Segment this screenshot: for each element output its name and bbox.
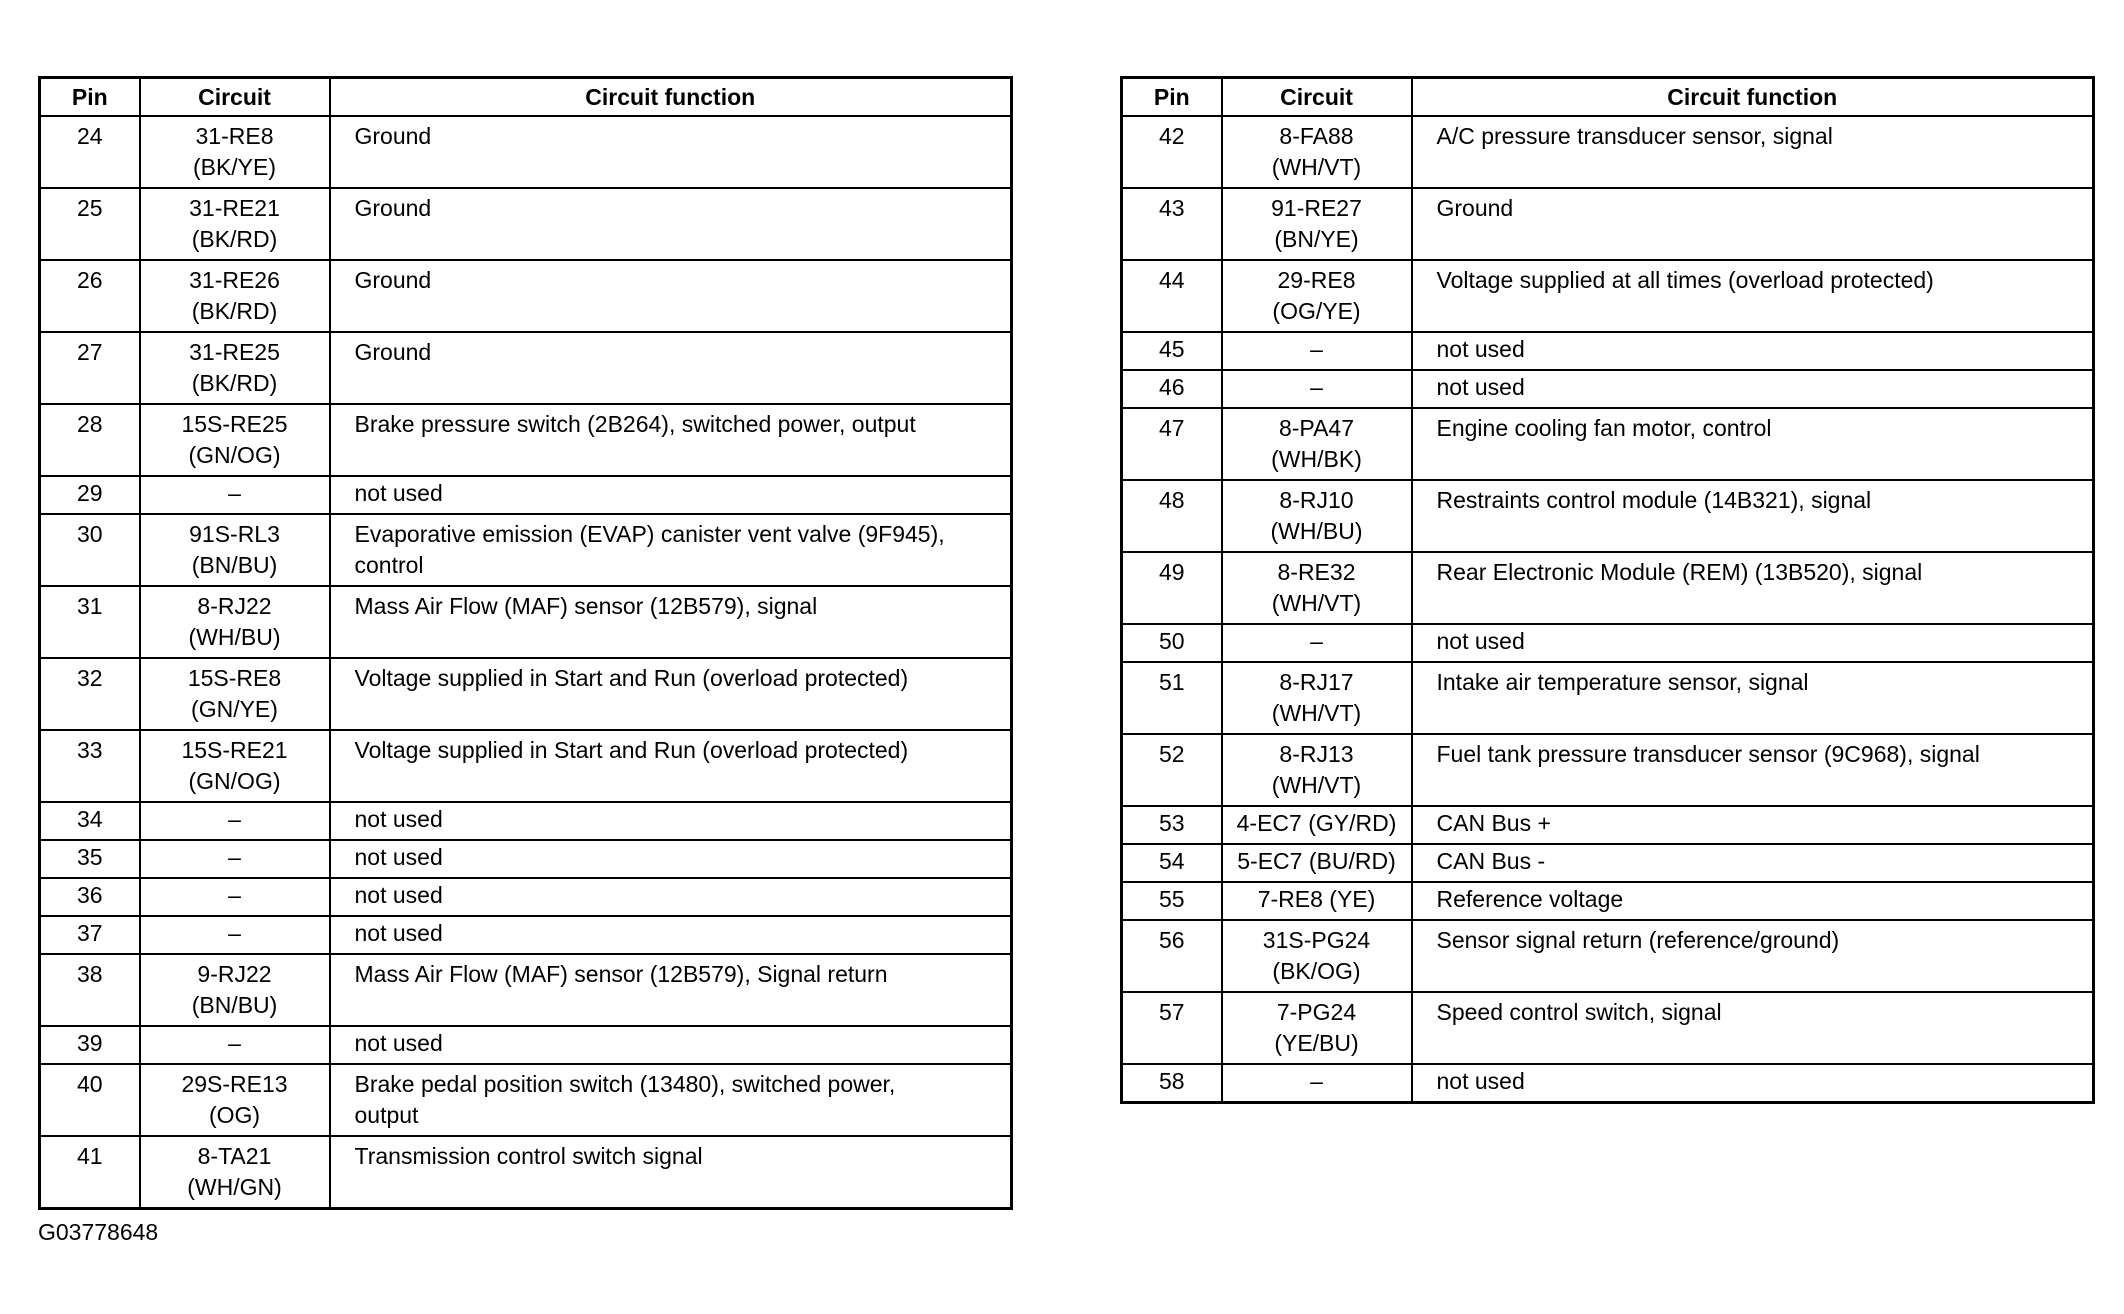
- circuit-cell: [140, 1026, 330, 1064]
- circuit-function-cell: [330, 1026, 1012, 1064]
- circuit-cell: [1222, 920, 1412, 992]
- table-row: [1122, 624, 2094, 662]
- circuit-cell: [140, 332, 330, 404]
- circuit-id: –: [228, 920, 241, 946]
- wire-color: (WH/GN): [187, 1174, 282, 1200]
- wire-color: (YE/BU): [1274, 1030, 1359, 1056]
- circuit-id: –: [1310, 374, 1323, 400]
- wire-color: (GN/OG): [188, 442, 281, 468]
- pin-number: 56: [1122, 920, 1222, 992]
- circuit-cell: [140, 586, 330, 658]
- circuit-function-text: not used: [354, 806, 443, 832]
- wire-color: (WH/VT): [1271, 772, 1362, 798]
- pin-number: 30: [40, 514, 140, 586]
- pin-number: 40: [40, 1064, 140, 1136]
- wire-color: (BN/BU): [191, 552, 278, 578]
- table-row: [1122, 116, 2094, 188]
- wire-color: (BK/YE): [192, 154, 277, 180]
- circuit-function-text: Ground: [354, 339, 432, 365]
- circuit-function-cell: [1412, 624, 2094, 662]
- circuit-cell: [140, 954, 330, 1026]
- circuit-cell: [1222, 844, 1412, 882]
- pin-number: 53: [1122, 806, 1222, 844]
- wire-color: (BK/OG): [1272, 958, 1361, 984]
- circuit-id: 29-RE8: [1277, 267, 1356, 293]
- wire-color: (WH/VT): [1271, 154, 1362, 180]
- circuit-function-text: CAN Bus +: [1436, 810, 1551, 836]
- wire-color: (BK/RD): [191, 370, 278, 396]
- circuit-cell: [1222, 370, 1412, 408]
- table-row: [1122, 920, 2094, 992]
- circuit-function-cell: [330, 404, 1012, 476]
- circuit-function-text: Ground: [354, 123, 432, 149]
- table-row: [40, 586, 1012, 658]
- pin-number: 47: [1122, 408, 1222, 480]
- circuit-function-text: Voltage supplied in Start and Run (overload protected): [354, 665, 909, 691]
- circuit-cell: [1222, 188, 1412, 260]
- circuit-cell: [140, 404, 330, 476]
- circuit-function-cell: [1412, 552, 2094, 624]
- circuit-function-cell: [330, 1136, 1012, 1209]
- circuit-cell: [1222, 332, 1412, 370]
- circuit-function-text: Transmission control switch signal: [354, 1143, 703, 1169]
- circuit-cell: [140, 514, 330, 586]
- circuit-id: 7-PG24: [1276, 999, 1357, 1025]
- pin-number: 50: [1122, 624, 1222, 662]
- pin-number: 35: [40, 840, 140, 878]
- circuit-id: 4-EC7 (GY/RD): [1236, 810, 1397, 836]
- table-row: [1122, 662, 2094, 734]
- pin-number: 41: [40, 1136, 140, 1209]
- table-row: [40, 116, 1012, 188]
- wire-color: (BK/RD): [191, 298, 278, 324]
- circuit-function-cell: [1412, 1064, 2094, 1103]
- circuit-function-text: A/C pressure transducer sensor, signal: [1436, 123, 1833, 149]
- circuit-function-cell: [330, 514, 1012, 586]
- wire-color: (BK/RD): [191, 226, 278, 252]
- circuit-function-text: CAN Bus -: [1436, 848, 1546, 874]
- header-circuit: Circuit: [140, 78, 330, 117]
- circuit-cell: [140, 260, 330, 332]
- circuit-id: 91S-RL3: [189, 521, 280, 547]
- pin-number: 28: [40, 404, 140, 476]
- circuit-cell: [140, 116, 330, 188]
- circuit-id: 8-RE32: [1277, 559, 1356, 585]
- circuit-id: 8-TA21: [197, 1143, 272, 1169]
- pin-number: 33: [40, 730, 140, 802]
- circuit-id: 8-RJ22: [197, 593, 272, 619]
- wire-color: (BN/YE): [1274, 226, 1359, 252]
- circuit-function-cell: [1412, 882, 2094, 920]
- pin-number: 34: [40, 802, 140, 840]
- header-circuit-function: Circuit function: [1412, 78, 2094, 117]
- table-row: [1122, 370, 2094, 408]
- circuit-function-text: control: [354, 552, 424, 578]
- table-row: [1122, 844, 2094, 882]
- circuit-cell: [1222, 480, 1412, 552]
- circuit-function-cell: [1412, 188, 2094, 260]
- pin-number: 36: [40, 878, 140, 916]
- circuit-id: 31-RE21: [189, 195, 280, 221]
- circuit-cell: [1222, 624, 1412, 662]
- circuit-function-cell: [1412, 662, 2094, 734]
- table-row: [40, 476, 1012, 514]
- circuit-function-text: Reference voltage: [1436, 886, 1624, 912]
- circuit-id: 15S-RE21: [181, 737, 288, 763]
- wire-color: (GN/YE): [191, 696, 278, 722]
- circuit-id: 31-RE26: [189, 267, 280, 293]
- circuit-function-text: Restraints control module (14B321), signal: [1436, 487, 1872, 513]
- table-row: [1122, 734, 2094, 806]
- circuit-cell: [140, 1136, 330, 1209]
- circuit-function-cell: [1412, 480, 2094, 552]
- table-row: [40, 404, 1012, 476]
- circuit-function-text: Rear Electronic Module (REM) (13B520), signal: [1436, 559, 1923, 585]
- circuit-id: –: [1310, 336, 1323, 362]
- circuit-function-cell: [330, 260, 1012, 332]
- circuit-function-cell: [1412, 116, 2094, 188]
- pin-number: 25: [40, 188, 140, 260]
- table-row: [40, 916, 1012, 954]
- circuit-id: –: [228, 806, 241, 832]
- circuit-function-text: output: [354, 1102, 419, 1128]
- wire-color: (OG/YE): [1272, 298, 1361, 324]
- circuit-id: 8-RJ13: [1279, 741, 1354, 767]
- circuit-function-text: Voltage supplied at all times (overload protected): [1436, 267, 1934, 293]
- circuit-function-text: not used: [354, 480, 443, 506]
- header-pin: Pin: [1122, 78, 1222, 117]
- table-row: [40, 332, 1012, 404]
- circuit-id: –: [228, 882, 241, 908]
- table-row: [1122, 552, 2094, 624]
- table-row: [1122, 480, 2094, 552]
- header-pin: Pin: [40, 78, 140, 117]
- table-row: [40, 840, 1012, 878]
- circuit-cell: [140, 188, 330, 260]
- circuit-function-text: not used: [354, 920, 443, 946]
- circuit-function-text: Speed control switch, signal: [1436, 999, 1722, 1025]
- table-row: [1122, 332, 2094, 370]
- circuit-function-cell: [330, 658, 1012, 730]
- circuit-function-cell: [330, 802, 1012, 840]
- circuit-function-cell: [1412, 260, 2094, 332]
- table-row: [40, 802, 1012, 840]
- pin-number: 46: [1122, 370, 1222, 408]
- circuit-function-cell: [1412, 408, 2094, 480]
- pin-number: 43: [1122, 188, 1222, 260]
- table-row: [40, 954, 1012, 1026]
- circuit-cell: [1222, 116, 1412, 188]
- circuit-id: –: [1310, 628, 1323, 654]
- figure-id: G03778648: [38, 1219, 159, 1245]
- circuit-id: –: [228, 844, 241, 870]
- wire-color: (BN/BU): [191, 992, 278, 1018]
- table-row: [1122, 188, 2094, 260]
- circuit-function-text: not used: [1436, 1068, 1525, 1094]
- pin-number: 24: [40, 116, 140, 188]
- wire-color: (GN/OG): [188, 768, 281, 794]
- circuit-id: 15S-RE8: [187, 665, 282, 691]
- pin-number: 52: [1122, 734, 1222, 806]
- circuit-cell: [140, 916, 330, 954]
- table-row: [40, 658, 1012, 730]
- pin-table-right-body: [1122, 116, 2094, 1103]
- circuit-id: 8-FA88: [1279, 123, 1354, 149]
- pin-table-right: [1120, 76, 2095, 1104]
- circuit-id: 91-RE27: [1271, 195, 1362, 221]
- pin-table-left: [38, 76, 1013, 1210]
- circuit-function-cell: [1412, 370, 2094, 408]
- table-row: [1122, 1064, 2094, 1103]
- pin-number: 42: [1122, 116, 1222, 188]
- circuit-id: –: [1310, 1068, 1323, 1094]
- circuit-function-text: Mass Air Flow (MAF) sensor (12B579), signal: [354, 593, 818, 619]
- circuit-function-text: not used: [1436, 336, 1525, 362]
- circuit-function-cell: [330, 116, 1012, 188]
- circuit-function-text: not used: [354, 1030, 443, 1056]
- wire-color: (WH/BU): [188, 624, 281, 650]
- pin-number: 51: [1122, 662, 1222, 734]
- circuit-cell: [1222, 992, 1412, 1064]
- circuit-cell: [1222, 260, 1412, 332]
- pin-number: 39: [40, 1026, 140, 1064]
- circuit-function-cell: [330, 586, 1012, 658]
- pin-number: 48: [1122, 480, 1222, 552]
- wire-color: (WH/BU): [1270, 518, 1363, 544]
- circuit-id: 8-PA47: [1278, 415, 1354, 441]
- circuit-function-text: not used: [1436, 374, 1525, 400]
- circuit-function-text: Brake pressure switch (2B264), switched power, output: [354, 411, 916, 437]
- header-row: [1122, 78, 2094, 117]
- pin-number: 54: [1122, 844, 1222, 882]
- circuit-function-cell: [1412, 806, 2094, 844]
- circuit-function-text: Intake air temperature sensor, signal: [1436, 669, 1809, 695]
- circuit-function-cell: [1412, 920, 2094, 992]
- pin-table-left-body: [40, 116, 1012, 1209]
- wire-color: (WH/VT): [1271, 590, 1362, 616]
- table-row: [40, 1064, 1012, 1136]
- circuit-cell: [1222, 882, 1412, 920]
- pin-number: 27: [40, 332, 140, 404]
- pin-number: 44: [1122, 260, 1222, 332]
- circuit-id: 9-RJ22: [197, 961, 272, 987]
- pin-number: 57: [1122, 992, 1222, 1064]
- table-row: [1122, 408, 2094, 480]
- circuit-id: 31-RE25: [189, 339, 280, 365]
- table-row: [1122, 992, 2094, 1064]
- circuit-cell: [1222, 408, 1412, 480]
- pin-number: 32: [40, 658, 140, 730]
- circuit-cell: [1222, 806, 1412, 844]
- table-row: [40, 878, 1012, 916]
- pin-number: 49: [1122, 552, 1222, 624]
- circuit-function-text: Ground: [354, 195, 432, 221]
- circuit-function-text: Mass Air Flow (MAF) sensor (12B579), Signal return: [354, 961, 888, 987]
- pin-number: 55: [1122, 882, 1222, 920]
- circuit-cell: [1222, 734, 1412, 806]
- table-row: [1122, 882, 2094, 920]
- circuit-id: 5-EC7 (BU/RD): [1237, 848, 1396, 874]
- circuit-function-cell: [330, 188, 1012, 260]
- circuit-function-cell: [1412, 992, 2094, 1064]
- table-row: [40, 260, 1012, 332]
- circuit-id: 31S-PG24: [1262, 927, 1371, 953]
- header-circuit: Circuit: [1222, 78, 1412, 117]
- circuit-function-cell: [1412, 844, 2094, 882]
- circuit-function-cell: [330, 476, 1012, 514]
- circuit-function-cell: [330, 840, 1012, 878]
- circuit-cell: [1222, 1064, 1412, 1103]
- circuit-id: 31-RE8: [195, 123, 274, 149]
- circuit-function-cell: [330, 954, 1012, 1026]
- pin-number: 37: [40, 916, 140, 954]
- circuit-function-cell: [330, 332, 1012, 404]
- pin-number: 45: [1122, 332, 1222, 370]
- pin-number: 58: [1122, 1064, 1222, 1103]
- circuit-function-text: Voltage supplied in Start and Run (overload protected): [354, 737, 909, 763]
- circuit-cell: [1222, 662, 1412, 734]
- circuit-function-text: Ground: [354, 267, 432, 293]
- wire-color: (OG): [208, 1102, 261, 1128]
- circuit-id: –: [228, 480, 241, 506]
- circuit-function-text: Sensor signal return (reference/ground): [1436, 927, 1840, 953]
- circuit-function-cell: [330, 730, 1012, 802]
- wire-color: (WH/BK): [1271, 446, 1362, 472]
- circuit-id: 15S-RE25: [181, 411, 288, 437]
- table-row: [40, 1026, 1012, 1064]
- circuit-function-text: Evaporative emission (EVAP) canister vent valve (9F945),: [354, 521, 945, 547]
- pin-number: 29: [40, 476, 140, 514]
- circuit-cell: [140, 802, 330, 840]
- circuit-function-cell: [1412, 332, 2094, 370]
- circuit-function-cell: [330, 1064, 1012, 1136]
- circuit-function-cell: [330, 878, 1012, 916]
- circuit-id: 29S-RE13: [181, 1071, 288, 1097]
- wire-color: (WH/VT): [1271, 700, 1362, 726]
- circuit-function-text: Ground: [1436, 195, 1514, 221]
- circuit-function-text: not used: [354, 882, 443, 908]
- circuit-cell: [140, 658, 330, 730]
- circuit-function-text: Fuel tank pressure transducer sensor (9C968), signal: [1436, 741, 1980, 767]
- circuit-cell: [140, 840, 330, 878]
- circuit-id: 7-RE8 (YE): [1257, 886, 1376, 912]
- circuit-cell: [140, 1064, 330, 1136]
- circuit-function-text: not used: [354, 844, 443, 870]
- circuit-function-text: Brake pedal position switch (13480), switched power,: [354, 1071, 896, 1097]
- circuit-cell: [140, 476, 330, 514]
- circuit-cell: [140, 730, 330, 802]
- circuit-cell: [1222, 552, 1412, 624]
- circuit-function-cell: [1412, 734, 2094, 806]
- circuit-function-text: Engine cooling fan motor, control: [1436, 415, 1772, 441]
- pin-number: 31: [40, 586, 140, 658]
- circuit-cell: [140, 878, 330, 916]
- pin-number: 26: [40, 260, 140, 332]
- table-row: [40, 1136, 1012, 1209]
- table-row: [1122, 260, 2094, 332]
- header-circuit-function: Circuit function: [330, 78, 1012, 117]
- circuit-id: 8-RJ17: [1279, 669, 1354, 695]
- table-row: [1122, 806, 2094, 844]
- pin-number: 38: [40, 954, 140, 1026]
- table-row: [40, 730, 1012, 802]
- circuit-id: 8-RJ10: [1279, 487, 1354, 513]
- circuit-function-text: not used: [1436, 628, 1525, 654]
- table-row: [40, 188, 1012, 260]
- circuit-id: –: [228, 1030, 241, 1056]
- table-row: [40, 514, 1012, 586]
- header-row: [40, 78, 1012, 117]
- circuit-function-cell: [330, 916, 1012, 954]
